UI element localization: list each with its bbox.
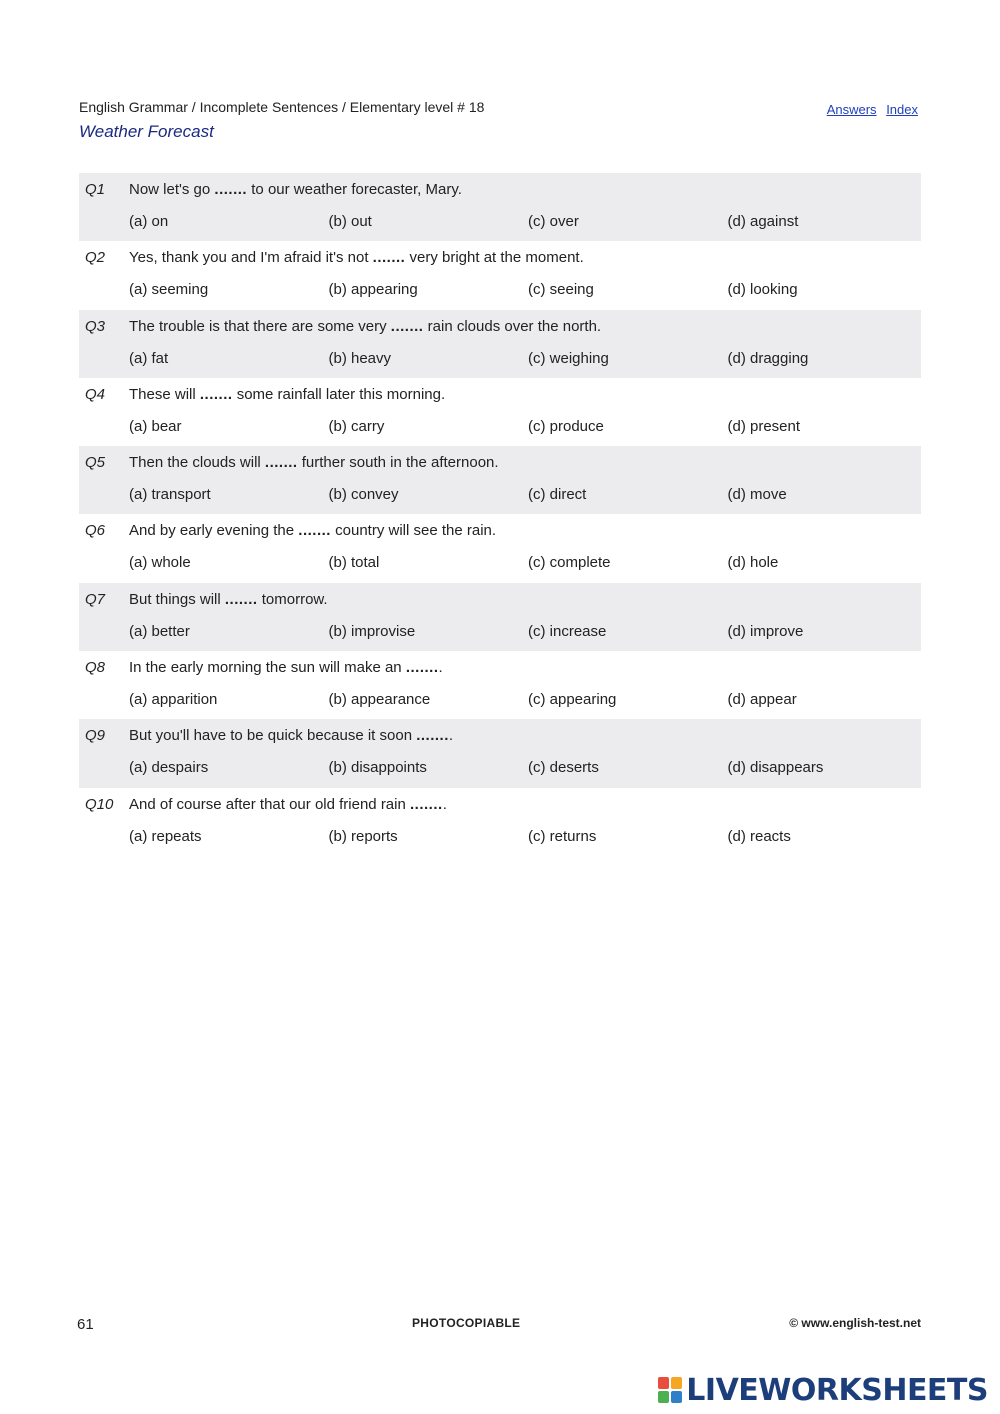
question-item [79, 788, 921, 856]
liveworksheets-logo-icon [658, 1377, 682, 1403]
option-a[interactable]: (a) fat [129, 349, 169, 367]
option-b[interactable]: (b) reports [328, 827, 398, 845]
option-d[interactable]: (d) against [727, 213, 799, 230]
option-a[interactable]: (a) whole [129, 554, 191, 572]
logo-square [658, 1391, 669, 1403]
question-text: Now let's go ....... to our weather forecaster, Mary. [129, 181, 462, 198]
blank-gap: ....... [214, 181, 248, 198]
liveworksheets-brand [658, 1373, 988, 1407]
question-text: The trouble is that there are some very ....... rain clouds over the north. [129, 317, 602, 335]
question-text: These will ....... some rainfall later this morning. [129, 385, 446, 403]
option-a[interactable]: (a) transport [129, 486, 211, 504]
option-a[interactable]: (a) seeming [129, 281, 209, 299]
question-number: Q4 [85, 385, 106, 403]
breadcrumb: English Grammar / Incomplete Sentences / Elementary level # 18 [79, 99, 485, 115]
option-b[interactable]: (b) total [328, 554, 380, 572]
question-number: Q9 [85, 727, 106, 745]
option-c[interactable]: (c) returns [528, 827, 597, 845]
option-d[interactable]: (d) dragging [727, 349, 809, 367]
logo-square [658, 1377, 669, 1389]
logo-square [671, 1391, 682, 1403]
question-list [79, 173, 921, 856]
option-c[interactable]: (c) direct [528, 486, 587, 504]
option-b[interactable]: (b) improvise [328, 622, 416, 640]
question-text: And of course after that our old friend rain ........ [129, 795, 447, 813]
blank-gap: ....... [298, 522, 331, 540]
option-b[interactable]: (b) out [328, 213, 372, 230]
blank-gap: ....... [199, 385, 233, 403]
question-item [79, 514, 921, 582]
question-item [79, 378, 921, 446]
option-d[interactable]: (d) move [727, 486, 787, 504]
blank-gap: ....... [410, 795, 443, 813]
question-text: Then the clouds will ....... further south in the afternoon. [129, 454, 499, 472]
option-c[interactable]: (c) seeing [528, 281, 594, 299]
option-b[interactable]: (b) convey [328, 486, 399, 504]
answers-link[interactable]: Answers [826, 102, 877, 117]
index-link[interactable]: Index [886, 102, 918, 117]
logo-square [671, 1377, 682, 1389]
question-number: Q2 [85, 249, 106, 267]
question-item [79, 446, 921, 514]
question-item [79, 651, 921, 719]
page-number: 61 [77, 1316, 94, 1333]
question-text: Yes, thank you and I'm afraid it's not ....... very bright at the moment. [129, 249, 584, 267]
question-text: But you'll have to be quick because it soon ........ [129, 727, 454, 745]
option-b[interactable]: (b) heavy [328, 349, 392, 367]
option-c[interactable]: (c) increase [528, 622, 607, 640]
brand-wordmark: LIVEWORKSHEETS [686, 1372, 988, 1408]
page-title: Weather Forecast [79, 122, 214, 141]
question-item [79, 719, 921, 787]
option-a[interactable]: (a) better [129, 622, 190, 640]
option-b[interactable]: (b) carry [328, 417, 385, 435]
option-a[interactable]: (a) despairs [129, 759, 209, 777]
question-item [79, 241, 921, 309]
photocopiable-label: PHOTOCOPIABLE [412, 1316, 521, 1330]
option-d[interactable]: (d) present [727, 417, 801, 435]
option-a[interactable]: (a) repeats [129, 827, 202, 845]
blank-gap: ....... [416, 727, 449, 745]
blank-gap: ....... [372, 249, 406, 267]
option-c[interactable]: (c) produce [528, 417, 604, 435]
question-number: Q3 [85, 317, 106, 335]
question-number: Q1 [85, 181, 106, 198]
blank-gap: ....... [390, 317, 424, 335]
option-b[interactable]: (b) disappoints [328, 759, 427, 777]
option-d[interactable]: (d) hole [727, 554, 779, 572]
option-a[interactable]: (a) bear [129, 417, 182, 435]
question-text: In the early morning the sun will make an ........ [129, 659, 443, 677]
copyright-text: © www.english-test.net [789, 1316, 921, 1330]
top-links [821, 102, 918, 117]
option-d[interactable]: (d) reacts [727, 827, 791, 845]
option-d[interactable]: (d) looking [727, 281, 798, 299]
question-number: Q8 [85, 659, 106, 677]
option-c[interactable]: (c) over [528, 213, 579, 230]
question-number: Q10 [85, 795, 114, 813]
question-item [79, 310, 921, 378]
option-d[interactable]: (d) disappears [727, 759, 824, 777]
question-text: But things will ....... tomorrow. [129, 590, 328, 608]
question-text: And by early evening the ....... country will see the rain. [129, 522, 497, 540]
blank-gap: ....... [264, 454, 298, 472]
option-b[interactable]: (b) appearing [328, 281, 418, 299]
option-c[interactable]: (c) deserts [528, 759, 599, 777]
question-number: Q6 [85, 522, 106, 540]
blank-gap: ....... [405, 659, 439, 677]
question-item [79, 583, 921, 651]
option-c[interactable]: (c) weighing [528, 349, 609, 367]
option-c[interactable]: (c) appearing [528, 691, 617, 709]
option-b[interactable]: (b) appearance [328, 691, 431, 709]
option-d[interactable]: (d) improve [727, 622, 804, 640]
option-d[interactable]: (d) appear [727, 691, 797, 709]
question-number: Q5 [85, 454, 106, 472]
question-item [79, 173, 921, 241]
blank-gap: ....... [224, 590, 258, 608]
option-a[interactable]: (a) on [129, 213, 169, 230]
option-c[interactable]: (c) complete [528, 554, 611, 572]
option-a[interactable]: (a) apparition [129, 691, 218, 709]
question-number: Q7 [85, 590, 106, 608]
